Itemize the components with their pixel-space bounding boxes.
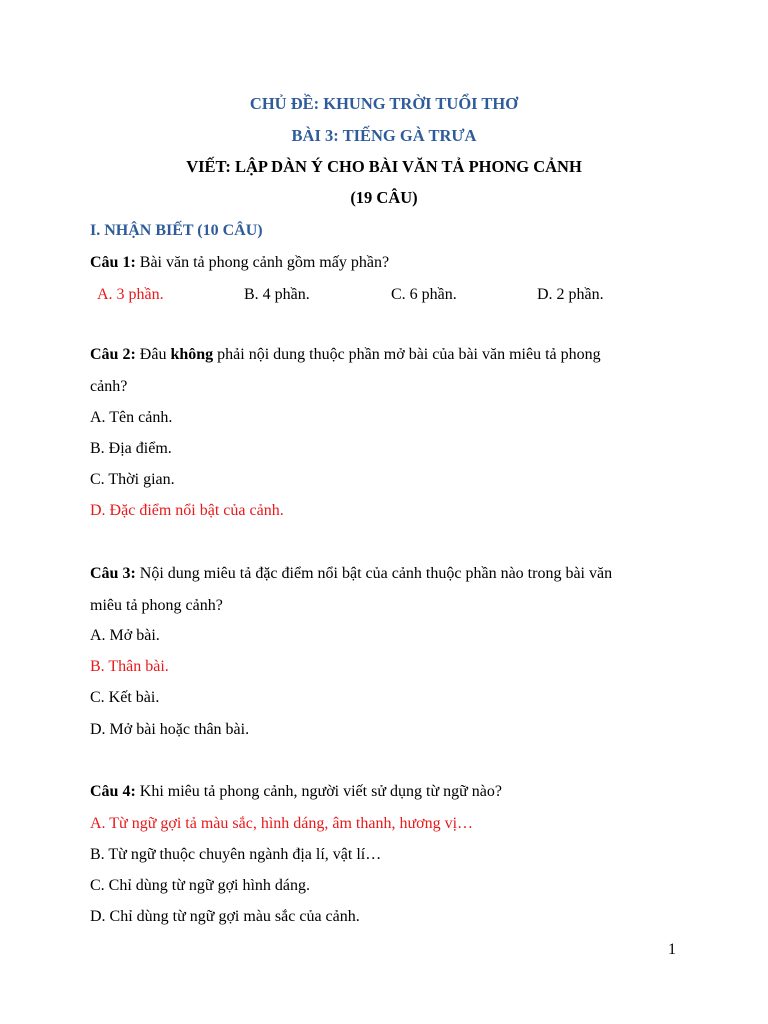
option-d: D. 2 phần. [537,286,604,303]
section-heading: I. NHẬN BIẾT (10 CÂU) [90,222,263,239]
question-text: Nội dung miêu tả đặc điểm nổi bật của cảnh thuộc phần nào trong bài văn [139,565,613,582]
option-d: D. Đặc điểm nổi bật của cảnh. [90,502,284,519]
question-text: Đâu [139,346,167,363]
question-text-continuation: cảnh? [90,378,128,395]
option-a: A. Mở bài. [90,627,160,644]
question-1 [90,254,678,272]
question-text-continuation: miêu tả phong cảnh? [90,597,223,614]
option-c: C. Thời gian. [90,471,175,488]
lesson-heading: BÀI 3: TIẾNG GÀ TRƯA [291,126,477,145]
option-d: D. Chỉ dùng từ ngữ gợi màu sắc của cảnh. [90,908,360,925]
option-b: B. 4 phần. [244,286,310,303]
question-2 [90,346,678,364]
option-b: B. Địa điểm. [90,440,172,457]
topic-heading: CHỦ ĐỀ: KHUNG TRỜI TUỔI THƠ [249,94,519,113]
option-a: A. Từ ngữ gợi tả màu sắc, hình dáng, âm thanh, hương vị… [90,815,474,832]
option-a: A. Tên cảnh. [90,409,173,426]
question-label: Câu 4: [90,783,136,800]
option-c: C. 6 phần. [391,286,457,303]
page-number: 1 [668,941,676,958]
question-count: (19 CÂU) [350,188,418,207]
question-text: Bài văn tả phong cảnh gồm mấy phần? [139,254,390,271]
emphasis-text: không [170,346,214,363]
question-label: Câu 1: [90,254,136,271]
option-a: A. 3 phần. [97,286,164,303]
question-text: phải nội dung thuộc phần mở bài của bài văn miêu tả phong [217,346,601,363]
document-title: VIẾT: LẬP DÀN Ý CHO BÀI VĂN TẢ PHONG CẢNH [186,157,582,176]
question-label: Câu 3: [90,565,136,582]
question-3 [90,565,678,583]
question-text: Khi miêu tả phong cảnh, người viết sử dụng từ ngữ nào? [139,783,502,800]
option-c: C. Chỉ dùng từ ngữ gợi hình dáng. [90,877,311,894]
option-d: D. Mở bài hoặc thân bài. [90,721,250,738]
question-label: Câu 2: [90,346,136,363]
question-4 [90,783,678,801]
option-b: B. Từ ngữ thuộc chuyên ngành địa lí, vật lí… [90,846,382,863]
option-b: B. Thân bài. [90,658,169,675]
option-c: C. Kết bài. [90,689,160,706]
